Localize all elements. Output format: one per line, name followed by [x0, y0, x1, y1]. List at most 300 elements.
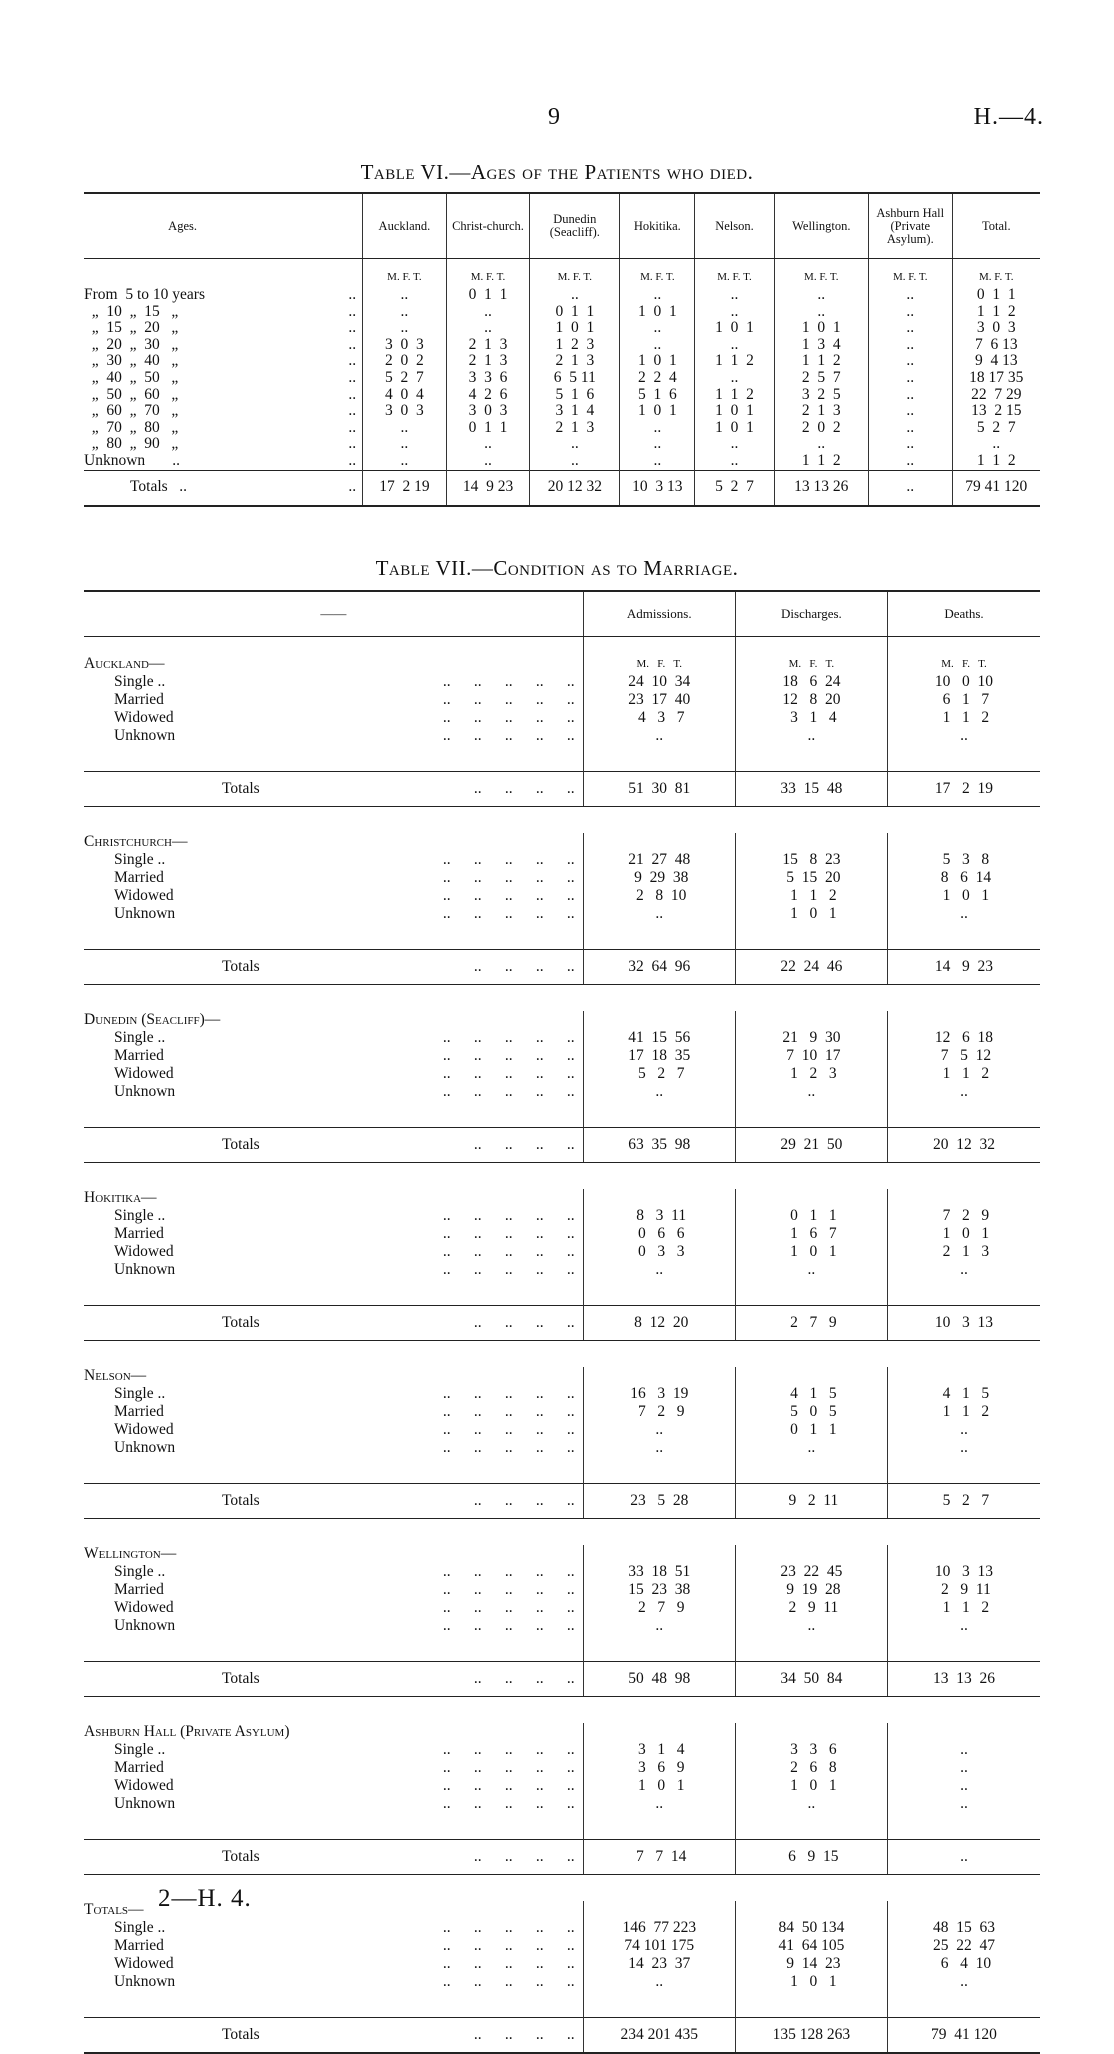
table-row — [84, 1261, 1040, 1279]
leader-dots: .. .. .. .. .. — [442, 1439, 575, 1456]
table-row — [84, 1029, 1040, 1047]
row-label: Single .. — [114, 673, 166, 690]
cell-value: .. — [620, 320, 695, 337]
table-row — [84, 1225, 1040, 1243]
row-label: Married — [114, 1047, 164, 1064]
table-row — [84, 673, 1040, 691]
section-heading-row — [84, 1545, 1040, 1563]
row-label: Unknown — [114, 1261, 176, 1278]
leader-dots: .. .. .. .. .. — [442, 1919, 575, 1936]
age-label: Unknown .. — [84, 451, 181, 469]
totals-label: Totals .. — [84, 470, 281, 506]
cell-value: .. — [583, 1795, 735, 1813]
cell-value: 14 23 37 — [583, 1955, 735, 1973]
leader-dots: .. .. .. .. — [260, 1128, 584, 1163]
table-row — [84, 420, 1040, 437]
spacer-row — [84, 1635, 1040, 1662]
row-label: Unknown — [114, 1973, 176, 1990]
total-value: 10 3 13 — [887, 1306, 1040, 1341]
totals-row — [84, 2018, 1040, 2054]
cell-value: .. — [583, 905, 735, 923]
cell-value: 1 1 2 — [887, 1599, 1040, 1617]
cell-value: 1 0 1 — [735, 905, 887, 923]
cell-value: .. — [735, 727, 887, 745]
leader-dots: .. .. .. .. .. — [442, 1207, 575, 1224]
cell-value: 3 6 9 — [583, 1759, 735, 1777]
total-value: 135 128 263 — [735, 2018, 887, 2054]
leader-dots: .. .. .. .. .. — [442, 1973, 575, 1990]
cell-value: .. — [868, 304, 952, 321]
cell-value: .. — [620, 436, 695, 453]
cell-value: 25 22 47 — [887, 1937, 1040, 1955]
leader-dots: .. .. .. .. .. — [442, 1617, 575, 1634]
cell-value: .. — [363, 436, 447, 453]
cell-value: 48 15 63 — [887, 1919, 1040, 1937]
cell-value: 1 0 1 — [583, 1777, 735, 1795]
leader-dots: .. .. .. .. .. — [442, 1581, 575, 1598]
spacer-row — [84, 1101, 1040, 1128]
leader-dots: .. .. .. .. .. — [442, 1795, 575, 1812]
cell-value: 5 2 7 — [583, 1065, 735, 1083]
total-value: 8 12 20 — [583, 1306, 735, 1341]
cell-value: 12 6 18 — [887, 1029, 1040, 1047]
cell-value: 2 8 10 — [583, 887, 735, 905]
cell-value: .. — [530, 287, 620, 304]
cell-value: .. — [363, 420, 447, 437]
cell-value: 1 1 2 — [887, 709, 1040, 727]
table-row — [84, 691, 1040, 709]
cell-value: 9 19 28 — [735, 1581, 887, 1599]
totals-label: Totals — [84, 950, 260, 985]
table-row — [84, 1083, 1040, 1101]
section-name: Dunedin (Seacliff)— — [84, 1011, 221, 1028]
row-label: Widowed — [114, 1599, 174, 1616]
leader-dots: .. — [348, 385, 357, 403]
table-row — [84, 1243, 1040, 1261]
cell-value: 0 1 1 — [446, 420, 530, 437]
cell-value: 3 0 3 — [363, 403, 447, 420]
age-label: „ 40 „ 50 „ — [84, 368, 179, 386]
leader-dots: .. .. .. .. — [260, 950, 584, 985]
leader-dots: .. .. .. .. .. — [442, 673, 575, 690]
spacer-row — [84, 1163, 1040, 1190]
table-row — [84, 1919, 1040, 1937]
col-discharges: Discharges. — [735, 591, 887, 637]
cell-value: .. — [446, 453, 530, 470]
cell-value: .. — [363, 453, 447, 470]
leader-dots: .. .. .. .. .. — [442, 1955, 575, 1972]
cell-value: 146 77 223 — [583, 1919, 735, 1937]
cell-value: .. — [887, 1083, 1040, 1101]
cell-value: 1 1 2 — [887, 1403, 1040, 1421]
row-label: Single .. — [114, 1029, 166, 1046]
col-nelson: Nelson. — [695, 193, 774, 259]
cell-value: 0 1 1 — [446, 287, 530, 304]
cell-value: .. — [868, 287, 952, 304]
cell-value: 5 2 7 — [952, 420, 1040, 437]
total-value: 14 9 23 — [446, 470, 530, 506]
mft-label: M. F. T. — [695, 259, 774, 288]
col-admissions: Admissions. — [583, 591, 735, 637]
cell-value: 6 1 7 — [887, 691, 1040, 709]
totals-row — [84, 1484, 1040, 1519]
cell-value: .. — [887, 1421, 1040, 1439]
cell-value: .. — [363, 320, 447, 337]
marriage-table — [84, 590, 1040, 2054]
col-wellington: Wellington. — [774, 193, 868, 259]
table-row — [84, 1207, 1040, 1225]
row-label: Unknown — [114, 1617, 176, 1634]
cell-value: 4 0 4 — [363, 387, 447, 404]
cell-value: 1 0 1 — [887, 887, 1040, 905]
totals-row — [84, 1128, 1040, 1163]
spacer-row — [84, 923, 1040, 950]
cell-value: 7 2 9 — [583, 1403, 735, 1421]
cell-value: 5 0 5 — [735, 1403, 887, 1421]
row-label: Married — [114, 1581, 164, 1598]
cell-value: 41 64 105 — [735, 1937, 887, 1955]
cell-value: 23 22 45 — [735, 1563, 887, 1581]
cell-value: 7 6 13 — [952, 337, 1040, 354]
table-row — [84, 869, 1040, 887]
leader-dots: .. — [348, 451, 357, 469]
leader-dots: .. .. .. .. — [260, 1306, 584, 1341]
table-row — [84, 304, 1040, 321]
cell-value: 2 1 3 — [446, 337, 530, 354]
cell-value: 2 1 3 — [530, 420, 620, 437]
total-value: 51 30 81 — [583, 772, 735, 807]
cell-value: 1 0 1 — [735, 1777, 887, 1795]
cell-value: .. — [868, 436, 952, 453]
cell-value: 1 1 2 — [695, 387, 774, 404]
cell-value: 4 2 6 — [446, 387, 530, 404]
section-name: Ashburn Hall (Private Asylum) — [84, 1723, 290, 1740]
cell-value: 1 2 3 — [735, 1065, 887, 1083]
cell-value: 1 0 1 — [774, 320, 868, 337]
mft-label: M. F. T. — [952, 259, 1040, 288]
cell-value: .. — [735, 1083, 887, 1101]
cell-value: 18 6 24 — [735, 673, 887, 691]
row-label: Married — [114, 1403, 164, 1420]
cell-value: 17 18 35 — [583, 1047, 735, 1065]
leader-dots: .. — [281, 470, 362, 506]
leader-dots: .. .. .. .. .. — [442, 1741, 575, 1758]
leader-dots: .. — [348, 302, 357, 320]
cell-value: .. — [735, 1795, 887, 1813]
table-row — [84, 1581, 1040, 1599]
totals-row — [84, 772, 1040, 807]
table6-caption: Table VI.—Ages of the Patients who died. — [360, 160, 754, 184]
cell-value: .. — [868, 403, 952, 420]
total-value: 5 2 7 — [695, 470, 774, 506]
table-row — [84, 370, 1040, 387]
cell-value: .. — [774, 287, 868, 304]
table7-caption: Table VII.—Condition as to Marriage. — [375, 556, 739, 580]
leader-dots: .. .. .. .. .. — [442, 1065, 575, 1082]
table-row — [84, 1937, 1040, 1955]
cell-value: .. — [735, 1261, 887, 1279]
age-label: „ 80 „ 90 „ — [84, 435, 179, 453]
table-row — [84, 436, 1040, 453]
cell-value: 16 3 19 — [583, 1385, 735, 1403]
leader-dots: .. .. .. .. .. — [442, 691, 575, 708]
cell-value: 2 7 9 — [583, 1599, 735, 1617]
total-value: 20 12 32 — [887, 1128, 1040, 1163]
cell-value: 1 1 2 — [735, 887, 887, 905]
row-label: Unknown — [114, 905, 176, 922]
cell-value: .. — [868, 320, 952, 337]
cell-value: .. — [887, 905, 1040, 923]
total-value: 23 5 28 — [583, 1484, 735, 1519]
table-row — [84, 287, 1040, 304]
spacer-row — [84, 1341, 1040, 1368]
cell-value: .. — [695, 337, 774, 354]
leader-dots: .. — [348, 402, 357, 420]
cell-value: .. — [695, 304, 774, 321]
table-row — [84, 1617, 1040, 1635]
age-label: „ 20 „ 30 „ — [84, 335, 179, 353]
ages-table — [84, 192, 1040, 507]
col-ashburn: Ashburn Hall (Private Asylum). — [868, 193, 952, 259]
cell-value: 8 3 11 — [583, 1207, 735, 1225]
cell-value: .. — [887, 1973, 1040, 1991]
document-reference: H.—4. — [973, 104, 1044, 130]
mft-label: M. F. T. — [774, 259, 868, 288]
spacer-row — [84, 1457, 1040, 1484]
col-christchurch: Christ-church. — [446, 193, 530, 259]
age-label: „ 60 „ 70 „ — [84, 402, 179, 420]
cell-value: 4 1 5 — [887, 1385, 1040, 1403]
leader-dots: .. .. .. .. .. — [442, 1563, 575, 1580]
cell-value: 2 9 11 — [887, 1581, 1040, 1599]
cell-value: .. — [887, 1741, 1040, 1759]
cell-value: 3 1 4 — [530, 403, 620, 420]
cell-value: 2 2 4 — [620, 370, 695, 387]
mft-label: M. F. T. — [868, 259, 952, 288]
cell-value: .. — [887, 727, 1040, 745]
leader-dots: .. — [348, 335, 357, 353]
cell-value: 2 1 3 — [446, 353, 530, 370]
cell-value: .. — [583, 727, 735, 745]
cell-value: .. — [952, 436, 1040, 453]
cell-value: 5 1 6 — [620, 387, 695, 404]
cell-value: 3 3 6 — [735, 1741, 887, 1759]
footer-signature: 2—H. 4. — [158, 1885, 252, 1912]
cell-value: .. — [620, 337, 695, 354]
cell-value: 2 1 3 — [774, 403, 868, 420]
total-value: 13 13 26 — [887, 1662, 1040, 1697]
mft-label: M. F. T. — [446, 259, 530, 288]
section-heading-row — [84, 1367, 1040, 1385]
table-row — [84, 887, 1040, 905]
age-label: From 5 to 10 years — [84, 286, 205, 303]
cell-value: .. — [583, 1617, 735, 1635]
leader-dots: .. .. .. .. .. — [442, 1759, 575, 1776]
cell-value: .. — [620, 453, 695, 470]
total-value: 17 2 19 — [363, 470, 447, 506]
cell-value: .. — [887, 1795, 1040, 1813]
cell-value: 1 2 3 — [530, 337, 620, 354]
row-label: Married — [114, 691, 164, 708]
total-value: 5 2 7 — [887, 1484, 1040, 1519]
row-label: Widowed — [114, 887, 174, 904]
table-row — [84, 905, 1040, 923]
cell-value: .. — [583, 1421, 735, 1439]
cell-value: .. — [887, 1261, 1040, 1279]
table-row — [84, 1439, 1040, 1457]
section-name: Nelson— — [84, 1367, 147, 1384]
cell-value: 5 2 7 — [363, 370, 447, 387]
totals-row — [84, 470, 1040, 506]
cell-value: 2 6 8 — [735, 1759, 887, 1777]
cell-value: .. — [868, 370, 952, 387]
leader-dots: .. .. .. .. .. — [442, 1261, 575, 1278]
cell-value: .. — [583, 1439, 735, 1457]
leader-dots: .. .. .. .. .. — [442, 709, 575, 726]
spacer-row — [84, 807, 1040, 834]
cell-value: 10 3 13 — [887, 1563, 1040, 1581]
cell-value: .. — [887, 1777, 1040, 1795]
cell-value: 3 2 5 — [774, 387, 868, 404]
cell-value: .. — [620, 287, 695, 304]
spacer-row — [84, 1279, 1040, 1306]
row-label: Single .. — [114, 1563, 166, 1580]
cell-value: .. — [735, 1439, 887, 1457]
mft-label: M. F. T. — [620, 259, 695, 288]
cell-value: 6 4 10 — [887, 1955, 1040, 1973]
cell-value: 18 17 35 — [952, 370, 1040, 387]
section-name: Hokitika— — [84, 1189, 157, 1206]
leader-dots: .. — [348, 368, 357, 386]
leader-dots: .. .. .. .. .. — [442, 905, 575, 922]
row-label: Single .. — [114, 1741, 166, 1758]
totals-label: Totals — [84, 1484, 260, 1519]
spacer-row — [84, 1813, 1040, 1840]
cell-value: .. — [446, 304, 530, 321]
cell-value: 10 0 10 — [887, 673, 1040, 691]
total-value: 2 7 9 — [735, 1306, 887, 1341]
cell-value: .. — [530, 453, 620, 470]
cell-value: .. — [868, 453, 952, 470]
total-value: 79 41 120 — [952, 470, 1040, 506]
cell-value: 9 29 38 — [583, 869, 735, 887]
total-value: 33 15 48 — [735, 772, 887, 807]
cell-value: 7 2 9 — [887, 1207, 1040, 1225]
leader-dots: .. .. .. .. — [260, 1840, 584, 1875]
table-row — [84, 709, 1040, 727]
cell-value: 0 6 6 — [583, 1225, 735, 1243]
cell-value: .. — [363, 287, 447, 304]
cell-value: 1 1 2 — [952, 304, 1040, 321]
cell-value: 2 0 2 — [774, 420, 868, 437]
cell-value: 2 0 2 — [363, 353, 447, 370]
cell-value: 0 1 1 — [530, 304, 620, 321]
row-label: Widowed — [114, 1421, 174, 1438]
table-row — [84, 1563, 1040, 1581]
cell-value: 1 6 7 — [735, 1225, 887, 1243]
leader-dots: .. — [348, 418, 357, 436]
row-label: Widowed — [114, 709, 174, 726]
cell-value: .. — [887, 1617, 1040, 1635]
leader-dots: .. .. .. .. .. — [442, 727, 575, 744]
cell-value: .. — [363, 304, 447, 321]
cell-value: 2 1 3 — [887, 1243, 1040, 1261]
row-label: Unknown — [114, 1083, 176, 1100]
cell-value: 3 3 6 — [446, 370, 530, 387]
cell-value: .. — [735, 1617, 887, 1635]
mft-label: M. F. T. — [735, 637, 887, 674]
row-label: Single .. — [114, 1207, 166, 1224]
leader-dots: .. — [348, 286, 357, 303]
cell-value: .. — [446, 436, 530, 453]
page-number: 9 — [548, 104, 560, 130]
cell-value: 7 10 17 — [735, 1047, 887, 1065]
col-deaths: Deaths. — [887, 591, 1040, 637]
cell-value: 9 4 13 — [952, 353, 1040, 370]
total-value: .. — [868, 470, 952, 506]
total-value: 79 41 120 — [887, 2018, 1040, 2054]
table-row — [84, 1047, 1040, 1065]
cell-value: 41 15 56 — [583, 1029, 735, 1047]
totals-row — [84, 950, 1040, 985]
leader-dots: .. .. .. .. .. — [442, 869, 575, 886]
cell-value: 1 1 2 — [774, 353, 868, 370]
age-label: „ 10 „ 15 „ — [84, 302, 179, 320]
total-value: 34 50 84 — [735, 1662, 887, 1697]
leader-dots: .. .. .. .. .. — [442, 1083, 575, 1100]
row-label: Married — [114, 869, 164, 886]
cell-value: 24 10 34 — [583, 673, 735, 691]
cell-value: 1 0 1 — [620, 403, 695, 420]
cell-value: 1 0 1 — [620, 353, 695, 370]
cell-value: 5 1 6 — [530, 387, 620, 404]
section-heading-row — [84, 1011, 1040, 1029]
leader-dots: .. .. .. .. — [260, 1484, 584, 1519]
cell-value: 1 0 1 — [530, 320, 620, 337]
cell-value: 74 101 175 — [583, 1937, 735, 1955]
age-label: „ 70 „ 80 „ — [84, 418, 179, 436]
cell-value: .. — [868, 337, 952, 354]
spacer-row — [84, 1991, 1040, 2018]
totals-row — [84, 1840, 1040, 1875]
cell-value: .. — [583, 1261, 735, 1279]
row-label: Married — [114, 1759, 164, 1776]
spacer-row — [84, 985, 1040, 1012]
cell-value: 15 8 23 — [735, 851, 887, 869]
table-row — [84, 353, 1040, 370]
cell-value: .. — [583, 1973, 735, 1991]
table-row — [84, 337, 1040, 354]
row-label: Single .. — [114, 1919, 166, 1936]
row-label: Widowed — [114, 1065, 174, 1082]
cell-value: 23 17 40 — [583, 691, 735, 709]
cell-value: 3 1 4 — [735, 709, 887, 727]
cell-value: .. — [695, 436, 774, 453]
cell-value: 0 1 1 — [952, 287, 1040, 304]
col-ages: Ages. — [84, 193, 281, 259]
total-value: .. — [887, 1840, 1040, 1875]
cell-value: .. — [868, 420, 952, 437]
totals-label: Totals — [84, 1306, 260, 1341]
leader-dots: .. .. .. .. — [260, 772, 584, 807]
cell-value: .. — [774, 436, 868, 453]
cell-value: 1 0 1 — [887, 1225, 1040, 1243]
cell-value: 8 6 14 — [887, 869, 1040, 887]
table-row — [84, 1741, 1040, 1759]
mft-label: M. F. T. — [363, 259, 447, 288]
cell-value: 5 3 8 — [887, 851, 1040, 869]
row-label: Married — [114, 1937, 164, 1954]
